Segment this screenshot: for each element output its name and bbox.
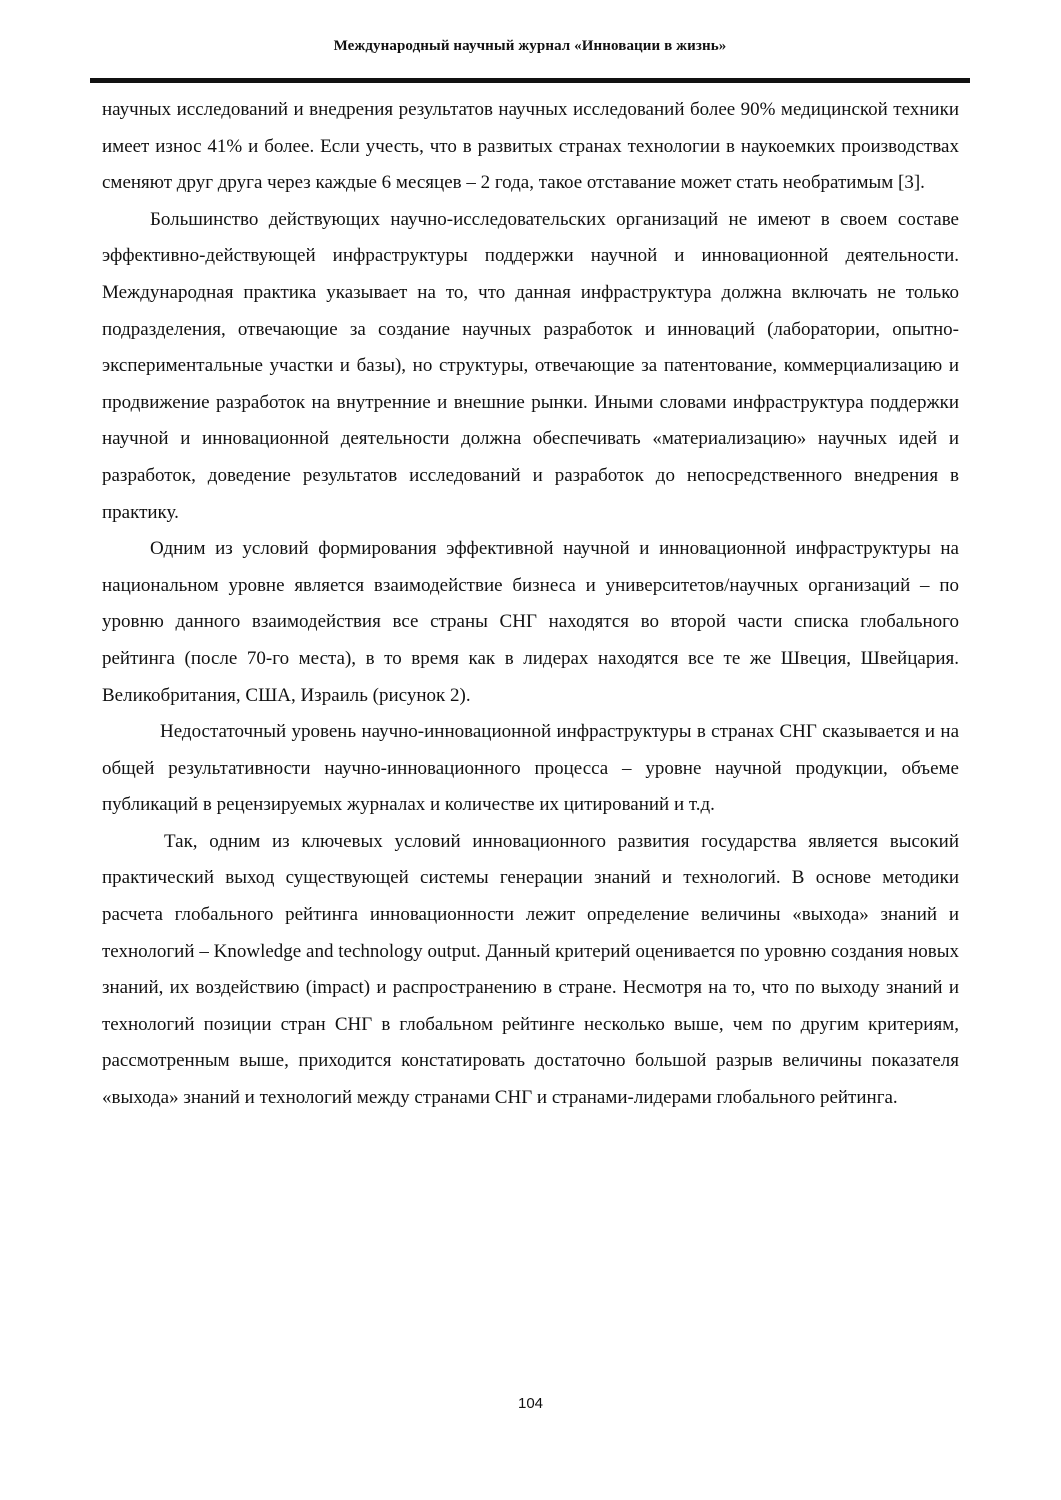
article-body xyxy=(102,92,959,1117)
page-number: 104 xyxy=(517,1395,544,1412)
paragraph-continuation: научных исследований и внедрения результатов научных исследований более 90% медицинской техники имеет износ 41% и более. Если учесть, что в развитых странах технологии в наукоемких производствах сменяют друг друга через каждые 6 месяцев – 2 года, такое отставание может стать необратимым [3]. xyxy=(102,99,959,194)
paragraph-insufficient-level: Недостаточный уровень научно-инновационной инфраструктуры в странах СНГ сказывается и на общей результативности научно-инновационного процесса – уровне научной продукции, объеме публикаций в рецензируемых журналах и количестве их цитирований и т.д. xyxy=(102,721,959,816)
journal-running-header: Международный научный журнал «Инновации в жизнь» xyxy=(333,38,727,54)
header-divider xyxy=(90,78,970,83)
paragraph-infrastructure: Большинство действующих научно-исследовательских организаций не имеют в своем составе эффективно-действующей инфраструктуры поддержки научной и инновационной деятельности. Международная практика указывает на то, что данная инфраструктура должна включать не только подразделения, отвечающие за создание научных разработок и инноваций (лаборатории, опытно-экспериментальные участки и базы), но структуры, отвечающие за патентование, коммерциализацию и продвижение разработок на внутренние и внешние рынки. Иными словами инфраструктура поддержки научной и инновационной деятельности должна обеспечивать «материализацию» научных идей и разработок, доведение результатов исследований и разработок до непосредственного внедрения в практику. xyxy=(102,208,959,523)
paragraph-business-interaction: Одним из условий формирования эффективной научной и инновационной инфраструктуры на национальном уровне является взаимодействие бизнеса и университетов/научных организаций – по уровню данного взаимодействия все страны СНГ находятся во второй части списка глобального рейтинга (после 70-го места), в то время как в лидерах находятся все те же Швеция, Швейцария. Великобритания, США, Израиль (рисунок 2). xyxy=(102,538,959,706)
paragraph-knowledge-output: Так, одним из ключевых условий инновационного развития государства является высокий практический выход существующей системы генерации знаний и технологий. В основе методики расчета глобального рейтинга инновационности лежит определение величины «выхода» знаний и технологий – Knowledge and technology output. Данный критерий оценивается по уровню создания новых знаний, их воздействию (impact) и распространению в стране. Несмотря на то, что по выходу знаний и технологий позиции стран СНГ в глобальном рейтинге несколько выше, чем по другим критериям, рассмотренным выше, приходится констатировать достаточно большой разрыв величины показателя «выхода» знаний и технологий между странами СНГ и странами-лидерами глобального рейтинга. xyxy=(102,830,959,1109)
